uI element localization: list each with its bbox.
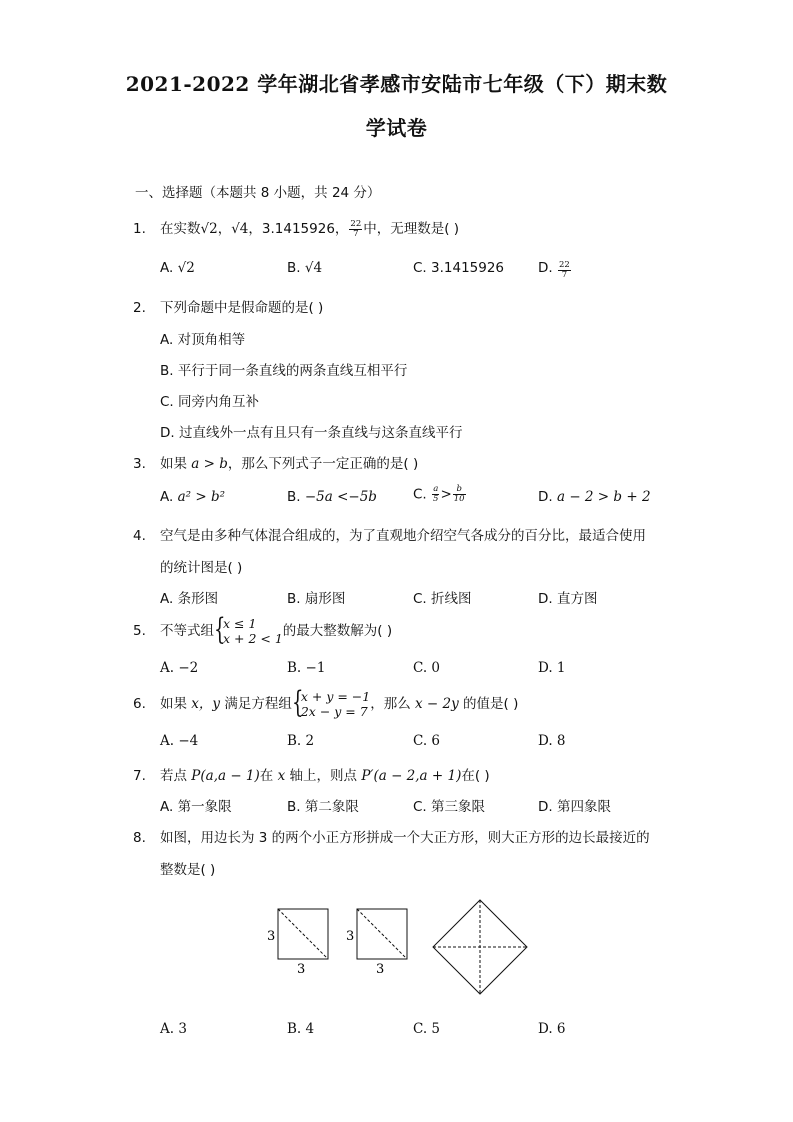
question-number: 3. [133, 456, 146, 472]
option-a[interactable]: A. 条形图 [160, 591, 219, 607]
option-c[interactable]: C. 同旁内角互补 [160, 394, 260, 410]
option-c[interactable]: C. 第三象限 [413, 799, 486, 815]
side-label-bottom-2: 3 [376, 962, 385, 977]
question-5: 5. 不等式组 { x ≤ 1 x + 2 < 1 的最大整数解为( ) [133, 612, 393, 647]
equation-system: { x + y = −1 2x − y = 7 [291, 685, 371, 720]
exam-title-line2: 学试卷 [365, 116, 428, 140]
side-label-left-1: 3 [267, 929, 276, 944]
option-b[interactable]: B. 平行于同一条直线的两条直线互相平行 [160, 363, 408, 379]
section-heading: 一、选择题（本题共 8 小题，共 24 分） [135, 185, 381, 201]
side-label-left-2: 3 [346, 929, 355, 944]
option-d[interactable]: D. 6 [538, 1021, 566, 1037]
option-d[interactable]: D. 第四象限 [538, 799, 611, 815]
option-b[interactable]: B. 扇形图 [287, 591, 346, 607]
option-a[interactable]: A. −4 [160, 733, 199, 749]
question-number: 6. [133, 696, 146, 712]
option-d[interactable]: D. a − 2 > b + 2 [538, 489, 651, 505]
option-d[interactable]: D. 直方图 [538, 591, 598, 607]
option-b[interactable]: B. 2 [287, 733, 315, 749]
option-d[interactable]: D. 1 [538, 660, 566, 676]
question-number: 8. [133, 830, 146, 846]
option-c[interactable]: C. $\frac{a}{5}$ > $\frac{b}{10}$ [413, 484, 465, 504]
question-7: 7. 若点 P(a,a − 1)在 x 轴上，则点 P′(a − 2,a + 1)在( ) [133, 768, 490, 784]
side-label-bottom-1: 3 [297, 962, 306, 977]
option-a[interactable]: A. 第一象限 [160, 799, 232, 815]
question-8-line2: 整数是( ) [160, 862, 216, 878]
question-4: 4. 空气是由多种气体混合组成的，为了直观地介绍空气各成分的百分比，最适合使用 [133, 528, 646, 544]
option-a[interactable]: A. √2 [160, 260, 195, 276]
small-square-2 [357, 909, 407, 959]
option-a[interactable]: A. 对顶角相等 [160, 332, 246, 348]
squares-figure [262, 898, 532, 998]
question-2: 2. 下列命题中是假命题的是( ) [133, 300, 324, 316]
option-a[interactable]: A. a² > b² [160, 489, 226, 505]
option-b[interactable]: B. −1 [287, 660, 326, 676]
option-b[interactable]: B. −5a <−5b [287, 489, 377, 505]
large-square-diamond [433, 900, 527, 994]
option-c[interactable]: C. 折线图 [413, 591, 472, 607]
question-4-line2: 的统计图是( ) [160, 560, 243, 576]
question-number: 5. [133, 623, 146, 639]
option-b[interactable]: B. 第二象限 [287, 799, 359, 815]
option-a[interactable]: A. −2 [160, 660, 199, 676]
fraction: $\frac{22}{7}$ [350, 218, 362, 239]
inequality-system: { x ≤ 1 x + 2 < 1 [214, 612, 283, 647]
exam-title-line1: 2021-2022 学年湖北省孝感市安陆市七年级（下）期末数 [125, 72, 668, 96]
question-3: 3. 如果 a > b，那么下列式子一定正确的是( ) [133, 456, 419, 472]
option-d[interactable]: D. 过直线外一点有且只有一条直线与这条直线平行 [160, 425, 463, 441]
small-square-1 [278, 909, 328, 959]
question-number: 1. [133, 221, 146, 237]
question-6: 6. 如果 x，y 满足方程组 { x + y = −1 2x − y = 7 ，那么 x − 2y 的值是( ) [133, 685, 519, 720]
question-1: 1. 在实数√2，√4，3.1415926， $\frac{22}{7}$ 中，无理数是( ) [133, 218, 460, 239]
question-number: 2. [133, 300, 146, 316]
option-c[interactable]: C. 3.1415926 [413, 260, 505, 276]
question-number: 7. [133, 768, 146, 784]
option-b[interactable]: B. √4 [287, 260, 323, 276]
question-number: 4. [133, 528, 146, 544]
option-d[interactable]: D. $\frac{22}{7}$ [538, 260, 570, 280]
option-a[interactable]: A. 3 [160, 1021, 187, 1037]
option-d[interactable]: D. 8 [538, 733, 566, 749]
option-b[interactable]: B. 4 [287, 1021, 315, 1037]
question-8: 8. 如图，用边长为 3 的两个小正方形拼成一个大正方形，则大正方形的边长最接近的 [133, 830, 650, 846]
option-c[interactable]: C. 6 [413, 733, 441, 749]
option-c[interactable]: C. 5 [413, 1021, 441, 1037]
option-c[interactable]: C. 0 [413, 660, 441, 676]
